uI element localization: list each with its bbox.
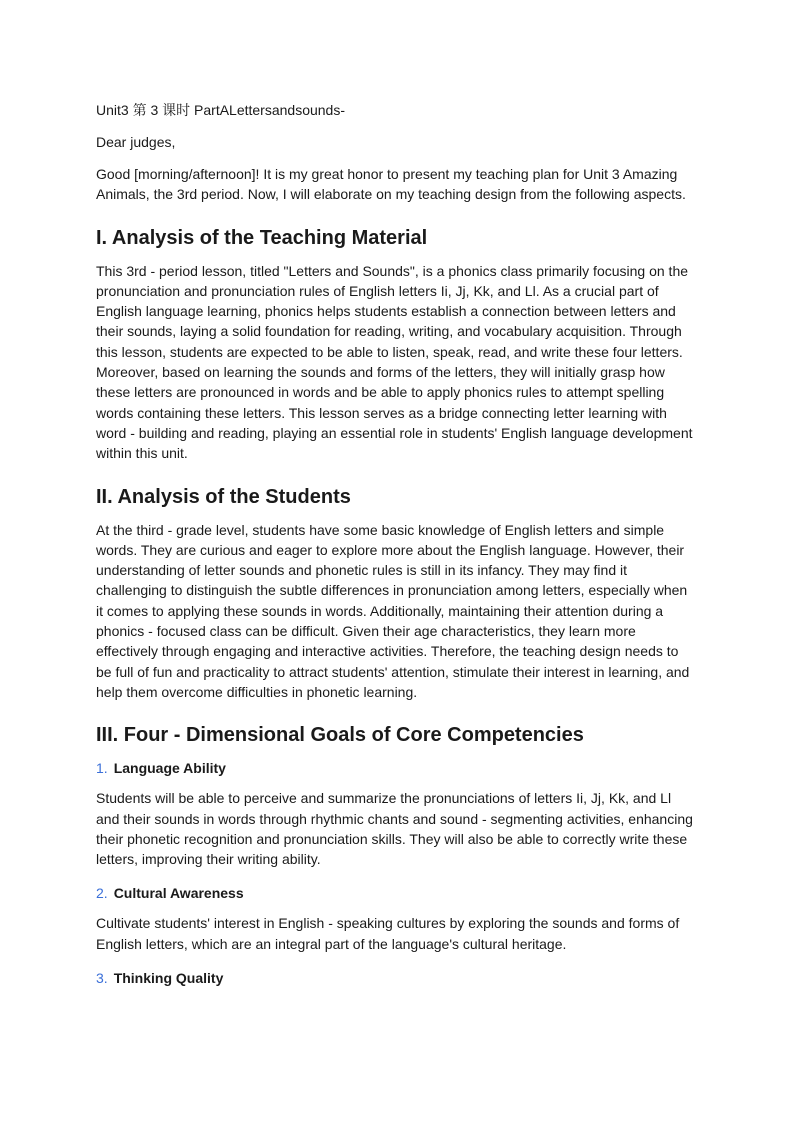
section-heading-students: II. Analysis of the Students bbox=[96, 485, 351, 508]
goal-title: Language Ability bbox=[113, 760, 226, 777]
section-heading-teaching-material: I. Analysis of the Teaching Material bbox=[96, 226, 428, 249]
goal-number: 2. bbox=[96, 885, 108, 902]
section-heading-goals: III. Four - Dimensional Goals of Core Competencies bbox=[96, 724, 584, 747]
document-title: Unit3 第 3 课时 PartALettersandsounds- bbox=[96, 102, 346, 118]
salutation: Dear judges, bbox=[96, 134, 176, 150]
intro-paragraph: Good [morning/afternoon]! It is my great honor to present my teaching plan for Unit 3 Amazing Animals, the 3rd period. Now, I will elaborate on my teaching design from the following aspects. bbox=[96, 166, 686, 203]
goal-number: 3. bbox=[96, 970, 108, 987]
goal-paragraph-language-ability: Students will be able to perceive and summarize the pronunciations of letters Ii, Jj, Kk, and Ll and their sounds in words through rhythmic chants and sound - segmenting activities, enhancing their phonetic recognition and pronunciation skills. They will also be able to correctly write these letters, improving their writing ability. bbox=[96, 790, 693, 868]
goal-title: Cultural Awareness bbox=[113, 885, 244, 902]
goal-heading-thinking-quality bbox=[96, 968, 697, 988]
goal-number: 1. bbox=[96, 760, 108, 777]
students-paragraph: At the third - grade level, students have some basic knowledge of English letters and simple words. They are curious and eager to explore more about the English language. However, their understanding of letter sounds and phonetic rules is still in its infancy. They may find it challenging to distinguish the subtle differences in pronunciation among letters, especially when it comes to applying these sounds in words. Additionally, maintaining their attention during a phonics - focused class can be difficult. Given their age characteristics, they learn more effectively through engaging and interactive activities. Therefore, the teaching design needs to be full of fun and practicality to attract students' attention, stimulate their interest in learning, and help them overcome difficulties in phonetic learning. bbox=[96, 521, 690, 700]
goal-paragraph-cultural-awareness: Cultivate students' interest in English - speaking cultures by exploring the sounds and forms of English letters, which are an integral part of the language's cultural heritage. bbox=[96, 915, 680, 952]
goal-heading-cultural-awareness bbox=[96, 883, 697, 903]
goal-title: Thinking Quality bbox=[113, 970, 224, 987]
goal-heading-language-ability bbox=[96, 758, 697, 778]
teaching-material-paragraph: This 3rd - period lesson, titled "Letters and Sounds", is a phonics class primarily focusing on the pronunciation and pronunciation rules of English letters Ii, Jj, Kk, and Ll. As a crucial part of English language learning, phonics helps students establish a connection between letters and their sounds, laying a solid foundation for reading, writing, and vocabulary acquisition. Through this lesson, students are expected to be able to listen, speak, read, and write these four letters. Moreover, based on learning the sounds and forms of the letters, they will initially grasp how these letters are pronounced in words and be able to apply phonics rules to attempt spelling words containing these letters. This lesson serves as a bridge connecting letter learning with word - building and reading, playing an essential role in students' English language development within this unit. bbox=[96, 262, 693, 462]
